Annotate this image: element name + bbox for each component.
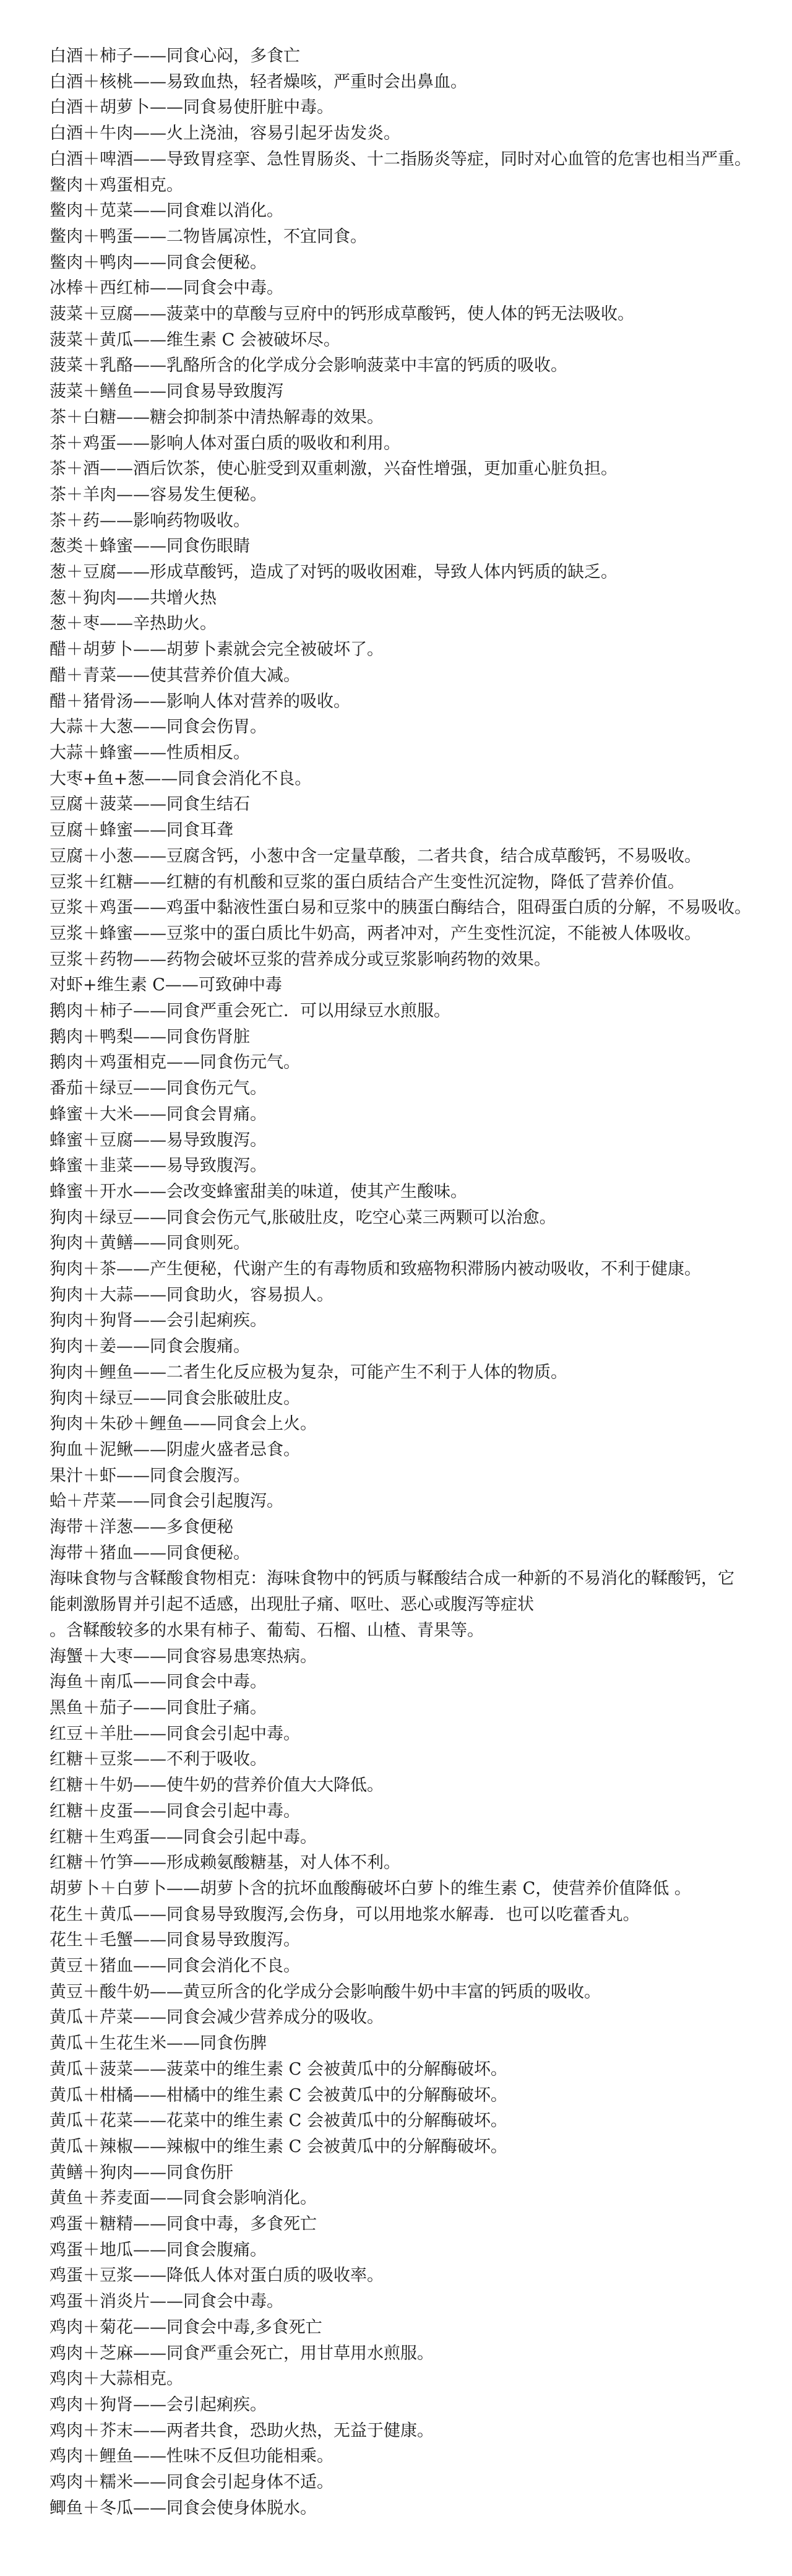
text-line: 鲫鱼＋冬瓜——同食会使身体脱水。: [50, 2498, 317, 2518]
text-line: 蜂蜜＋大米——同食会胃痛。: [50, 1104, 267, 1124]
text-line: 。含鞣酸较多的水果有柿子、葡萄、石榴、山楂、青果等。: [50, 1620, 484, 1640]
text-line: 红糖＋竹笋——形成赖氨酸糖基，对人体不利。: [50, 1853, 400, 1873]
text-line: 醋＋胡萝卜——胡萝卜素就会完全被破坏了。: [50, 640, 384, 660]
text-line: 黑鱼＋茄子——同食肚子痛。: [50, 1698, 267, 1718]
text-line: 黄瓜＋生花生米——同食伤脾: [50, 2034, 267, 2054]
text-line: 鸡肉＋糯米——同食会引起身体不适。: [50, 2473, 334, 2492]
text-line: 鸡蛋＋消炎片——同食会中毒。: [50, 2292, 283, 2312]
text-line: 白酒＋胡萝卜——同食易使肝脏中毒。: [50, 98, 334, 118]
text-line: 海带＋猪血——同食便秘。: [50, 1543, 250, 1563]
text-line: 葱＋豆腐——形成草酸钙，造成了对钙的吸收困难，导致人体内钙质的缺乏。: [50, 563, 618, 582]
text-line: 葱类＋蜂蜜——同食伤眼睛: [50, 537, 250, 556]
text-line: 大蒜＋蜂蜜——性质相反。: [50, 743, 250, 763]
text-line: 鸡肉＋芝麻——同食严重会死亡，用甘草用水煎服。: [50, 2343, 434, 2363]
text-line: 对虾+维生素 C——可致砷中毒: [50, 975, 282, 995]
text-line: 豆腐＋菠菜——同食生结石: [50, 795, 250, 815]
text-line: 狗肉＋黄鳝——同食则死。: [50, 1234, 250, 1253]
text-line: 葱＋狗肉——共增火热: [50, 588, 217, 608]
text-line: 黄鱼＋荞麦面——同食会影响消化。: [50, 2189, 317, 2208]
text-line: 花生＋毛蟹——同食易导致腹泻。: [50, 1930, 300, 1950]
document-body: [50, 43, 755, 2522]
text-line: 白酒＋牛肉——火上浇油，容易引起牙齿发炎。: [50, 124, 400, 144]
text-line: 鸡肉＋大蒜相克。: [50, 2369, 183, 2389]
text-line: 番茄＋绿豆——同食伤元气。: [50, 1079, 267, 1099]
text-line: 豆浆＋红糖——红糖的有机酸和豆浆的蛋白质结合产生变性沉淀物，降低了营养价值。: [50, 872, 684, 892]
text-line: 狗肉＋茶——产生便秘，代谢产生的有毒物质和致癌物积滞肠内被动吸收，不利于健康。: [50, 1260, 701, 1279]
text-line: 海蟹＋大枣——同食容易患寒热病。: [50, 1646, 317, 1666]
text-line: 黄鳝＋狗肉——同食伤肝: [50, 2163, 233, 2182]
text-line: 茶＋酒——酒后饮茶，使心脏受到双重刺激，兴奋性增强，更加重心脏负担。: [50, 459, 618, 479]
text-line: 狗肉＋绿豆——同食会伤元气,胀破肚皮，吃空心菜三两颗可以治愈。: [50, 1208, 556, 1227]
text-line: 花生＋黄瓜——同食易导致腹泻,会伤身，可以用地浆水解毒．也可以吃藿香丸。: [50, 1904, 640, 1924]
text-line: 红豆＋羊肚——同食会引起中毒。: [50, 1724, 300, 1744]
text-line: 黄瓜＋菠菜——菠菜中的维生素 C 会被黄瓜中的分解酶破坏。: [50, 2059, 507, 2079]
text-line: 大枣+鱼+葱——同食会消化不良。: [50, 769, 312, 789]
text-line: 狗肉＋绿豆——同食会胀破肚皮。: [50, 1388, 300, 1408]
text-line: 豆浆＋药物——药物会破坏豆浆的营养成分或豆浆影响药物的效果。: [50, 949, 551, 969]
text-line: 豆腐＋小葱——豆腐含钙，小葱中含一定量草酸，二者共食，结合成草酸钙，不易吸收。: [50, 846, 701, 866]
text-line: 鸡蛋＋豆浆——降低人体对蛋白质的吸收率。: [50, 2266, 384, 2286]
text-line: 大蒜＋大葱——同食会伤胃。: [50, 717, 267, 737]
text-line: 海带＋洋葱——多食便秘: [50, 1518, 233, 1537]
text-line: 豆浆＋蜂蜜——豆浆中的蛋白质比牛奶高，两者冲对，产生变性沉淀，不能被人体吸收。: [50, 923, 701, 943]
text-line: 鹅肉＋柿子——同食严重会死亡．可以用绿豆水煎服。: [50, 1001, 450, 1021]
text-line: 醋＋猪骨汤——影响人体对营养的吸收。: [50, 691, 350, 711]
text-line: 狗肉＋朱砂＋鲤鱼——同食会上火。: [50, 1414, 317, 1434]
text-line: 能刺激肠胃并引起不适感，出现肚子痛、呕吐、恶心或腹泻等症状: [50, 1595, 534, 1615]
text-line: 狗肉＋大蒜——同食助火，容易损人。: [50, 1285, 334, 1305]
text-line: 鳖肉＋鸡蛋相克。: [50, 175, 183, 195]
text-line: 鳖肉＋苋菜——同食难以消化。: [50, 201, 283, 221]
text-line: 菠菜＋鳝鱼——同食易导致腹泻: [50, 382, 283, 402]
text-line: 冰棒＋西红柿——同食会中毒。: [50, 279, 283, 298]
text-line: 黄豆＋酸牛奶——黄豆所含的化学成分会影响酸牛奶中丰富的钙质的吸收。: [50, 1982, 601, 2002]
text-line: 鸡肉＋芥末——两者共食，恐助火热，无益于健康。: [50, 2421, 434, 2440]
text-line: 豆浆＋鸡蛋——鸡蛋中黏液性蛋白易和豆浆中的胰蛋白酶结合，阻碍蛋白质的分解，不易吸收。: [50, 898, 751, 918]
text-line: 黄豆＋猪血——同食会消化不良。: [50, 1956, 300, 1976]
text-line: 鸡蛋＋地瓜——同食会腹痛。: [50, 2240, 267, 2260]
text-line: 蜂蜜＋韭菜——易导致腹泻。: [50, 1156, 267, 1176]
text-line: 红糖＋牛奶——使牛奶的营养价值大大降低。: [50, 1776, 384, 1796]
text-line: 蜂蜜＋开水——会改变蜂蜜甜美的味道，使其产生酸味。: [50, 1182, 467, 1201]
text-line: 白酒＋啤酒——导致胃痉挛、急性胃肠炎、十二指肠炎等症，同时对心血管的危害也相当严重。: [50, 149, 751, 169]
text-line: 菠菜＋豆腐——菠菜中的草酸与豆府中的钙形成草酸钙，使人体的钙无法吸收。: [50, 305, 634, 324]
text-line: 狗肉＋姜——同食会腹痛。: [50, 1337, 250, 1357]
text-line: 豆腐＋蜂蜜——同食耳聋: [50, 821, 233, 841]
text-line: 茶＋白糖——糖会抑制茶中清热解毒的效果。: [50, 407, 384, 427]
text-line: 黄瓜＋芹菜——同食会减少营养成分的吸收。: [50, 2008, 384, 2028]
text-line: 醋＋青菜——使其营养价值大减。: [50, 665, 300, 685]
text-line: 黄瓜＋柑橘——柑橘中的维生素 C 会被黄瓜中的分解酶破坏。: [50, 2085, 507, 2105]
text-line: 黄瓜＋花菜——花菜中的维生素 C 会被黄瓜中的分解酶破坏。: [50, 2111, 507, 2131]
text-line: 蜂蜜＋豆腐——易导致腹泻。: [50, 1130, 267, 1150]
text-line: 菠菜＋黄瓜——维生素 C 会被破坏尽。: [50, 330, 340, 350]
text-line: 蛤＋芹菜——同食会引起腹泻。: [50, 1492, 283, 1511]
text-line: 鸡肉＋菊花——同食会中毒,多食死亡: [50, 2317, 322, 2337]
text-line: 鹅肉＋鸭梨——同食伤肾脏: [50, 1027, 250, 1047]
text-line: 葱＋枣——辛热助火。: [50, 614, 217, 634]
text-line: 胡萝卜＋白萝卜——胡萝卜含的抗坏血酸酶破坏白萝卜的维生素 C，使营养价值降低 。: [50, 1878, 691, 1898]
text-line: 鸡肉＋狗肾——会引起痢疾。: [50, 2395, 267, 2414]
text-line: 茶＋羊肉——容易发生便秘。: [50, 485, 267, 504]
text-line: 白酒＋柿子——同食心闷，多食亡: [50, 46, 300, 66]
text-line: 红糖＋生鸡蛋——同食会引起中毒。: [50, 1827, 317, 1847]
text-line: 鹅肉＋鸡蛋相克——同食伤元气。: [50, 1053, 300, 1073]
text-line: 红糖＋豆浆——不利于吸收。: [50, 1750, 267, 1770]
text-line: 茶＋鸡蛋——影响人体对蛋白质的吸收和利用。: [50, 433, 400, 453]
text-line: 狗血＋泥鳅——阴虚火盛者忌食。: [50, 1440, 300, 1459]
text-line: 果汁＋虾——同食会腹泻。: [50, 1466, 250, 1485]
text-line: 茶＋药——影响药物吸收。: [50, 511, 250, 530]
text-line: 狗肉＋鲤鱼——二者生化反应极为复杂，可能产生不利于人体的物质。: [50, 1362, 567, 1382]
text-line: 海味食物与含鞣酸食物相克：海味食物中的钙质与鞣酸结合成一种新的不易消化的鞣酸钙，它: [50, 1569, 734, 1589]
text-line: 菠菜＋乳酪——乳酪所含的化学成分会影响菠菜中丰富的钙质的吸收。: [50, 356, 567, 376]
text-line: 白酒＋核桃——易致血热，轻者燥咳，严重时会出鼻血。: [50, 72, 467, 92]
text-line: 鸡蛋＋糖精——同食中毒，多食死亡: [50, 2215, 317, 2234]
text-line: 海鱼＋南瓜——同食会中毒。: [50, 1672, 267, 1692]
text-line: 鳖肉＋鸭肉——同食会便秘。: [50, 253, 267, 272]
text-line: 狗肉＋狗肾——会引起痢疾。: [50, 1311, 267, 1331]
text-line: 黄瓜＋辣椒——辣椒中的维生素 C 会被黄瓜中的分解酶破坏。: [50, 2137, 507, 2156]
text-line: 鸡肉＋鲤鱼——性味不反但功能相乘。: [50, 2447, 334, 2466]
text-line: 鳖肉＋鸭蛋——二物皆属凉性，不宜同食。: [50, 227, 367, 246]
text-line: 红糖＋皮蛋——同食会引起中毒。: [50, 1801, 300, 1821]
